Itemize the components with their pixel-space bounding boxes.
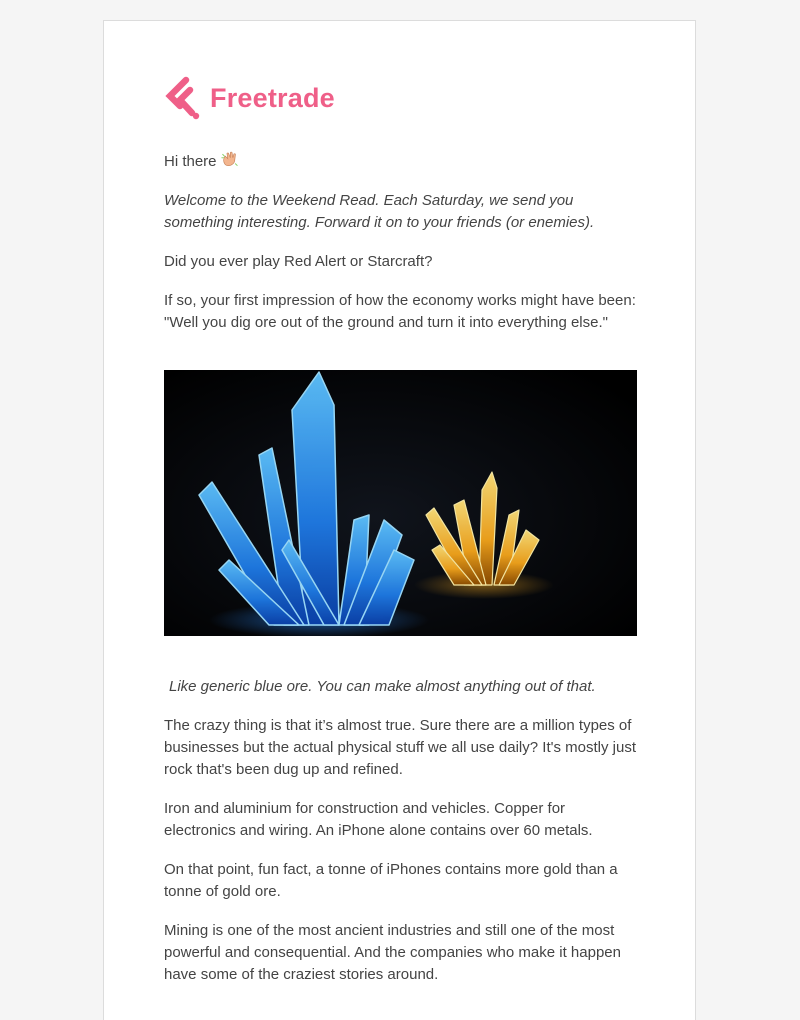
brand-name: Freetrade <box>210 82 335 113</box>
body-paragraph-2: Iron and aluminium for construction and vehicles. Copper for electronics and wiring. An iPhone alone contains over 60 metals. <box>164 800 593 839</box>
body-paragraph-4: Mining is one of the most ancient industries and still one of the most powerful and consequential. And the companies who make it happen have some of the craziest stories around. <box>164 922 621 983</box>
body-paragraph-3: On that point, fun fact, a tonne of iPhones contains more gold than a tonne of gold ore. <box>164 861 618 900</box>
intro-text: Welcome to the Weekend Read. Each Saturday, we send you something interesting. Forward it on to your friends (or enemies). <box>164 192 595 231</box>
impression-text: If so, your first impression of how the economy works might have been: "Well you dig ore out of the ground and turn it into everything else." <box>164 292 636 331</box>
glowing-crystals-image <box>164 370 637 636</box>
freetrade-logo-icon <box>164 76 202 120</box>
question-text: Did you ever play Red Alert or Starcraft? <box>164 253 433 270</box>
image-caption: Like generic blue ore. You can make almost anything out of that. <box>169 678 596 695</box>
greeting-text: Hi there <box>164 153 217 170</box>
freetrade-logo[interactable] <box>164 76 335 120</box>
email-body <box>164 151 638 1003</box>
waving-hand-icon <box>221 151 238 168</box>
greeting-line <box>164 151 638 173</box>
email-card <box>103 20 696 1020</box>
body-paragraph-1: The crazy thing is that it’s almost true. Sure there are a million types of businesses but the actual physical stuff we all use daily? It's mostly just rock that's been dug up and refined. <box>164 717 636 778</box>
